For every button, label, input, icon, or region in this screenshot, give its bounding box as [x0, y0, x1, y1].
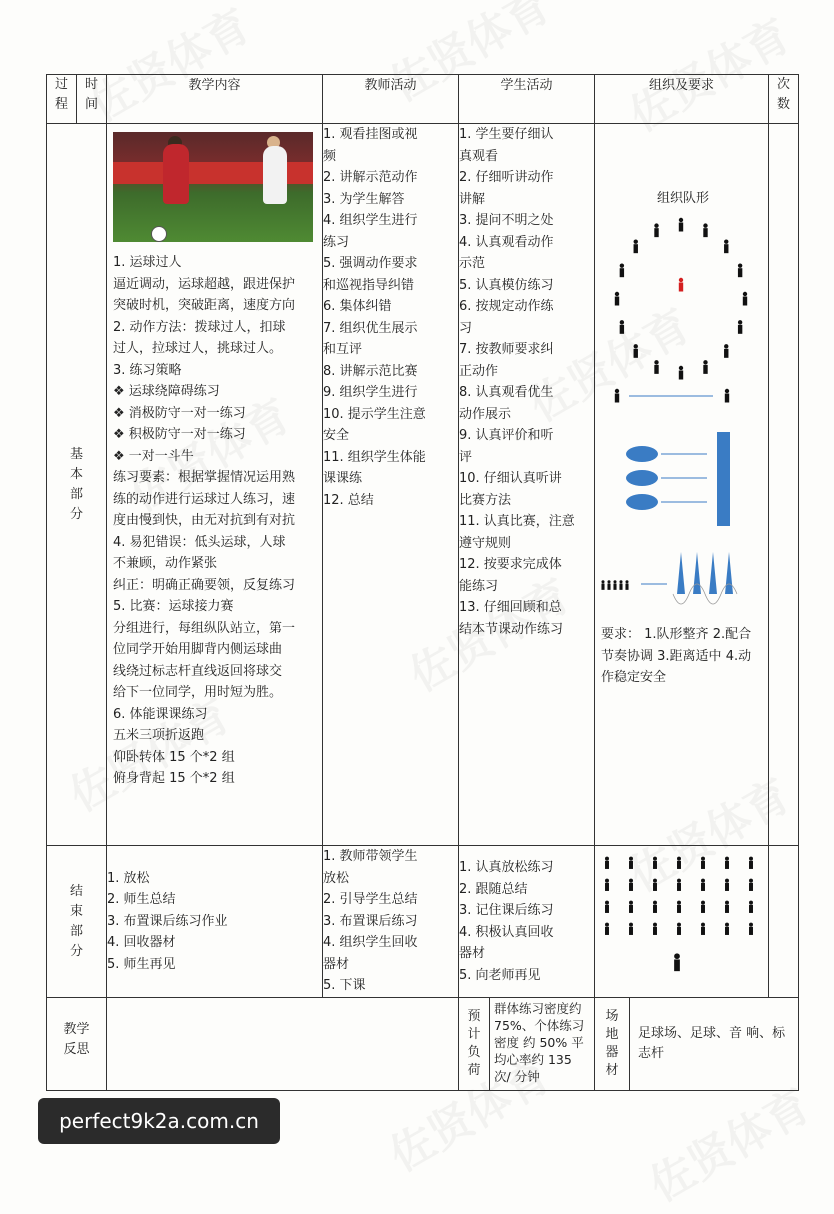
person-icon: [743, 292, 747, 306]
person-icon: [625, 580, 628, 590]
person-icon: [725, 901, 729, 913]
header-row: [47, 75, 799, 124]
player-oval: [626, 494, 658, 510]
basic-row: [47, 124, 799, 846]
basic-label: 基 本 部 分: [47, 124, 107, 846]
ending-grid: [605, 857, 753, 972]
person-icon: [701, 879, 705, 891]
person-icon: [653, 857, 657, 869]
reflection-load-cell: [459, 998, 595, 1091]
person-icon: [653, 879, 657, 891]
person-icon: [629, 857, 633, 869]
reflection-venue-cell: [595, 998, 799, 1091]
person-icon: [725, 879, 729, 891]
person-icon: [749, 857, 753, 869]
person-icon: [653, 901, 657, 913]
ending-teacher: 1. 教师带领学生 放松 2. 引导学生总结 3. 布置课后练习 4. 组织学生回收 器材 5. 下课: [323, 846, 459, 998]
oval-drill: [626, 432, 730, 526]
formation-diagram: [595, 124, 767, 624]
person-icon: [605, 879, 609, 891]
header-content: 教学内容: [107, 75, 323, 124]
reflection-label: 教学 反思: [47, 998, 107, 1091]
header-time: 时 间: [77, 75, 107, 124]
person-icon: [724, 344, 728, 358]
person-icon: [725, 857, 729, 869]
header-process: 过 程: [47, 75, 77, 124]
person-icon: [615, 389, 619, 403]
header-count: 次 数: [769, 75, 799, 124]
person-icon: [674, 953, 680, 971]
person-icon: [677, 879, 681, 891]
player-oval: [626, 470, 658, 486]
person-icon: [677, 901, 681, 913]
ending-label: 结 束 部 分: [47, 846, 107, 998]
person-icon: [749, 879, 753, 891]
person-icon: [619, 580, 622, 590]
venue-text: 足球场、足球、音 响、标志杆: [638, 1026, 786, 1061]
person-icon: [738, 263, 742, 277]
reflection-body: [107, 998, 459, 1091]
person-icon: [738, 320, 742, 334]
person-icon: [605, 857, 609, 869]
person-icon: [629, 901, 633, 913]
line-drill: [615, 389, 729, 403]
ending-organization: [595, 846, 769, 998]
header-student: 学生活动: [459, 75, 595, 124]
ending-row: [47, 846, 799, 998]
venue-label: 场 地 器 材: [595, 998, 630, 1090]
person-icon: [653, 923, 657, 935]
basic-content-text: 1. 运球过人 逼近调动，运球超越，跟进保护 突破时机，突破距离，速度方向 2. 动作方法：拨球过人，扣球 过人，拉球过人，挑球过人。 3. 练习策略 ❖ 运球绕障碍练习 ❖ 消极防守一对一练习 ❖ 积极防守一对一练习 ❖ 一对一斗牛 练习要素：根据掌握情况运用熟 练的动作进行运球过人练习，速 度由慢到快，由无对抗到有对抗 4. 易犯错误：低头运球，人球 不兼顾，动作紧张 纠正：明确正确要领，反复练习 5. 比赛：运球接力赛 分组进行，每组纵队站立，第一 位同学开始用脚背内侧运球曲 线绕过标志杆直线返回将球交 给下一位同学，用时短为胜。 6. 体能课课练习 五米三项折返跑 仰卧转体 15 个*2 组 俯身背起 15 个*2 组: [113, 255, 296, 786]
person-icon: [605, 901, 609, 913]
person-icon: [677, 923, 681, 935]
person-icon: [749, 901, 753, 913]
load-text: 群体练习密度约 75%、个体练习密度 约 50% 平均心率约 135 次/ 分钟: [494, 1001, 585, 1084]
person-icon: [701, 857, 705, 869]
load-label: 预 计 负 荷: [459, 998, 490, 1090]
person-icon: [601, 580, 604, 590]
person-icon: [629, 923, 633, 935]
cone: [677, 552, 685, 594]
formation-title: 组织队形: [657, 191, 710, 206]
person-icon: [607, 580, 610, 590]
person-icon: [677, 857, 681, 869]
soccer-photo: [113, 132, 313, 242]
player-oval: [626, 446, 658, 462]
person-icon: [629, 879, 633, 891]
person-icon: [679, 278, 683, 292]
person-icon: [634, 239, 638, 253]
cone-drill: [601, 552, 737, 604]
basic-count: [769, 124, 799, 846]
person-icon: [620, 320, 624, 334]
ending-formation: [601, 852, 761, 977]
wall: [717, 432, 730, 526]
person-icon: [634, 344, 638, 358]
person-icon: [703, 360, 707, 374]
person-icon: [701, 923, 705, 935]
cone: [725, 552, 733, 594]
cone: [693, 552, 701, 594]
basic-content: [107, 124, 323, 846]
person-icon: [620, 263, 624, 277]
ending-count: [769, 846, 799, 998]
ending-student: 1. 认真放松练习 2. 跟随总结 3. 记住课后练习 4. 积极认真回收 器材 5. 向老师再见: [459, 846, 595, 998]
reflection-row: [47, 998, 799, 1091]
person-icon: [679, 218, 683, 232]
person-icon: [724, 239, 728, 253]
person-icon: [679, 366, 683, 380]
header-teacher: 教师活动: [323, 75, 459, 124]
basic-student: 1. 学生要仔细认 真观看 2. 仔细听讲动作 讲解 3. 提问不明之处 4. 认真观看动作 示范 5. 认真模仿练习 6. 按规定动作练 习 7. 按教师要求纠 正动作 8. 认真观看优生 动作展示 9. 认真评价和听 评 10. 仔细认真听讲 比赛方法 11. 认真比赛，注意 遵守规则 12. 按要求完成体 能练习 13. 仔细回顾和总 结本节课动作练习: [459, 124, 595, 846]
cone: [709, 552, 717, 594]
person-icon: [605, 923, 609, 935]
person-icon: [701, 901, 705, 913]
person-icon: [615, 292, 619, 306]
lesson-plan-table: [46, 74, 799, 1091]
person-icon: [703, 223, 707, 237]
person-icon: [749, 923, 753, 935]
circle-formation: [615, 218, 747, 380]
header-organization: 组织及要求: [595, 75, 769, 124]
person-icon: [613, 580, 616, 590]
person-icon: [654, 223, 658, 237]
requirements: 要求： 1.队形整齐 2.配合节奏协调 3.距离适中 4.动作稳定安全: [601, 627, 752, 685]
person-icon: [725, 389, 729, 403]
watermark: [636, 1070, 820, 1213]
person-icon: [725, 923, 729, 935]
person-icon: [654, 360, 658, 374]
ending-content: 1. 放松 2. 师生总结 3. 布置课后练习作业 4. 回收器材 5. 师生再见: [107, 846, 323, 998]
site-badge[interactable]: perfect9k2a.com.cn: [38, 1098, 280, 1144]
basic-organization: [595, 124, 769, 846]
basic-teacher: 1. 观看挂图或视 频 2. 讲解示范动作 3. 为学生解答 4. 组织学生进行 练习 5. 强调动作要求 和巡视指导纠错 6. 集体纠错 7. 组织优生展示 和互评 8. 讲解示范比赛 9. 组织学生进行 10. 提示学生注意 安全 11. 组织学生体能 课课练 12. 总结: [323, 124, 459, 846]
